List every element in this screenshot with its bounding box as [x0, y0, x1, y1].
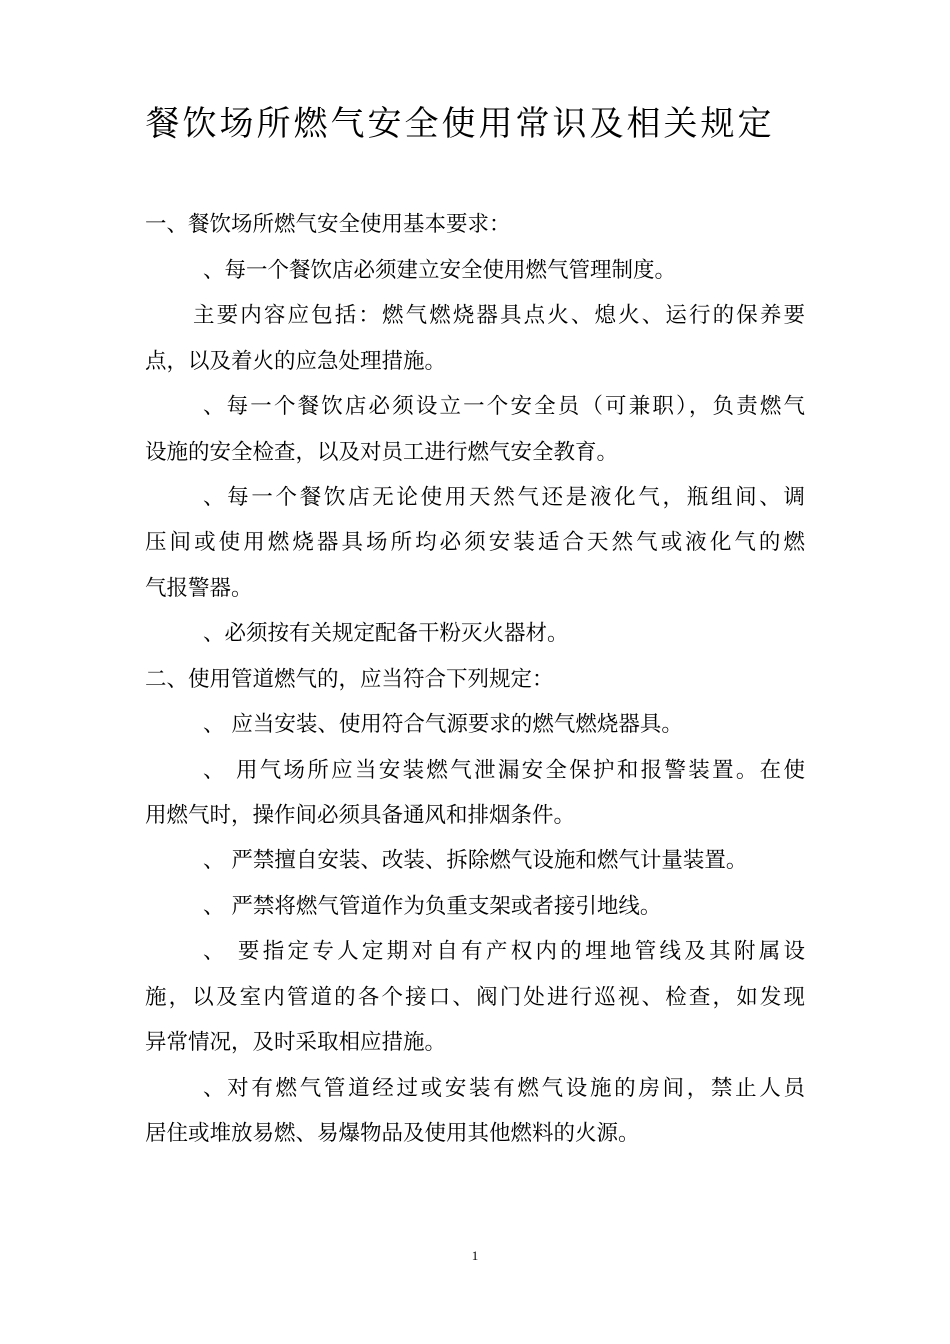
paragraph-line: 、对有燃气管道经过或安装有燃气设施的房间，禁止人员 [203, 1076, 805, 1101]
page-title: 餐饮场所燃气安全使用常识及相关规定 [145, 104, 775, 144]
paragraph-line: 、 严禁擅自安装、改装、拆除燃气设施和燃气计量装置。 [203, 848, 748, 873]
section-heading-2: 二、使用管道燃气的，应当符合下列规定： [145, 667, 554, 692]
paragraph-line: 用燃气时，操作间必须具备通风和排烟条件。 [145, 803, 576, 828]
paragraph-line: 、 要指定专人定期对自有产权内的埋地管线及其附属设 [203, 939, 805, 964]
paragraph-line: 、每一个餐饮店必须设立一个安全员（可兼职），负责燃气 [203, 394, 805, 419]
section-heading-1: 一、餐饮场所燃气安全使用基本要求： [145, 212, 511, 237]
paragraph-line: 异常情况，及时采取相应措施。 [145, 1030, 447, 1055]
paragraph-line: 、每一个餐饮店必须建立安全使用燃气管理制度。 [203, 258, 677, 283]
page-number: 1 [471, 1248, 479, 1263]
paragraph-line: 、 严禁将燃气管道作为负重支架或者接引地线。 [203, 894, 662, 919]
paragraph-line: 施，以及室内管道的各个接口、阀门处进行巡视、检查，如发现 [145, 985, 805, 1010]
paragraph-line: 、 应当安装、使用符合气源要求的燃气燃烧器具。 [203, 712, 683, 737]
paragraph-line: 压间或使用燃烧器具场所均必须安装适合天然气或液化气的燃 [145, 530, 805, 555]
paragraph-line: 、每一个餐饮店无论使用天然气还是液化气，瓶组间、调 [203, 485, 805, 510]
paragraph-line: 、必须按有关规定配备干粉灭火器材。 [203, 621, 569, 646]
paragraph-line: 点，以及着火的应急处理措施。 [145, 349, 447, 374]
paragraph-line: 气报警器。 [145, 576, 253, 601]
paragraph-line: 设施的安全检查，以及对员工进行燃气安全教育。 [145, 440, 619, 465]
paragraph-line: 居住或堆放易燃、易爆物品及使用其他燃料的火源。 [145, 1121, 640, 1146]
paragraph-line: 、 用气场所应当安装燃气泄漏安全保护和报警装置。在使 [203, 758, 805, 783]
paragraph-line: 主要内容应包括：燃气燃烧器具点火、熄火、运行的保养要 [193, 303, 805, 328]
